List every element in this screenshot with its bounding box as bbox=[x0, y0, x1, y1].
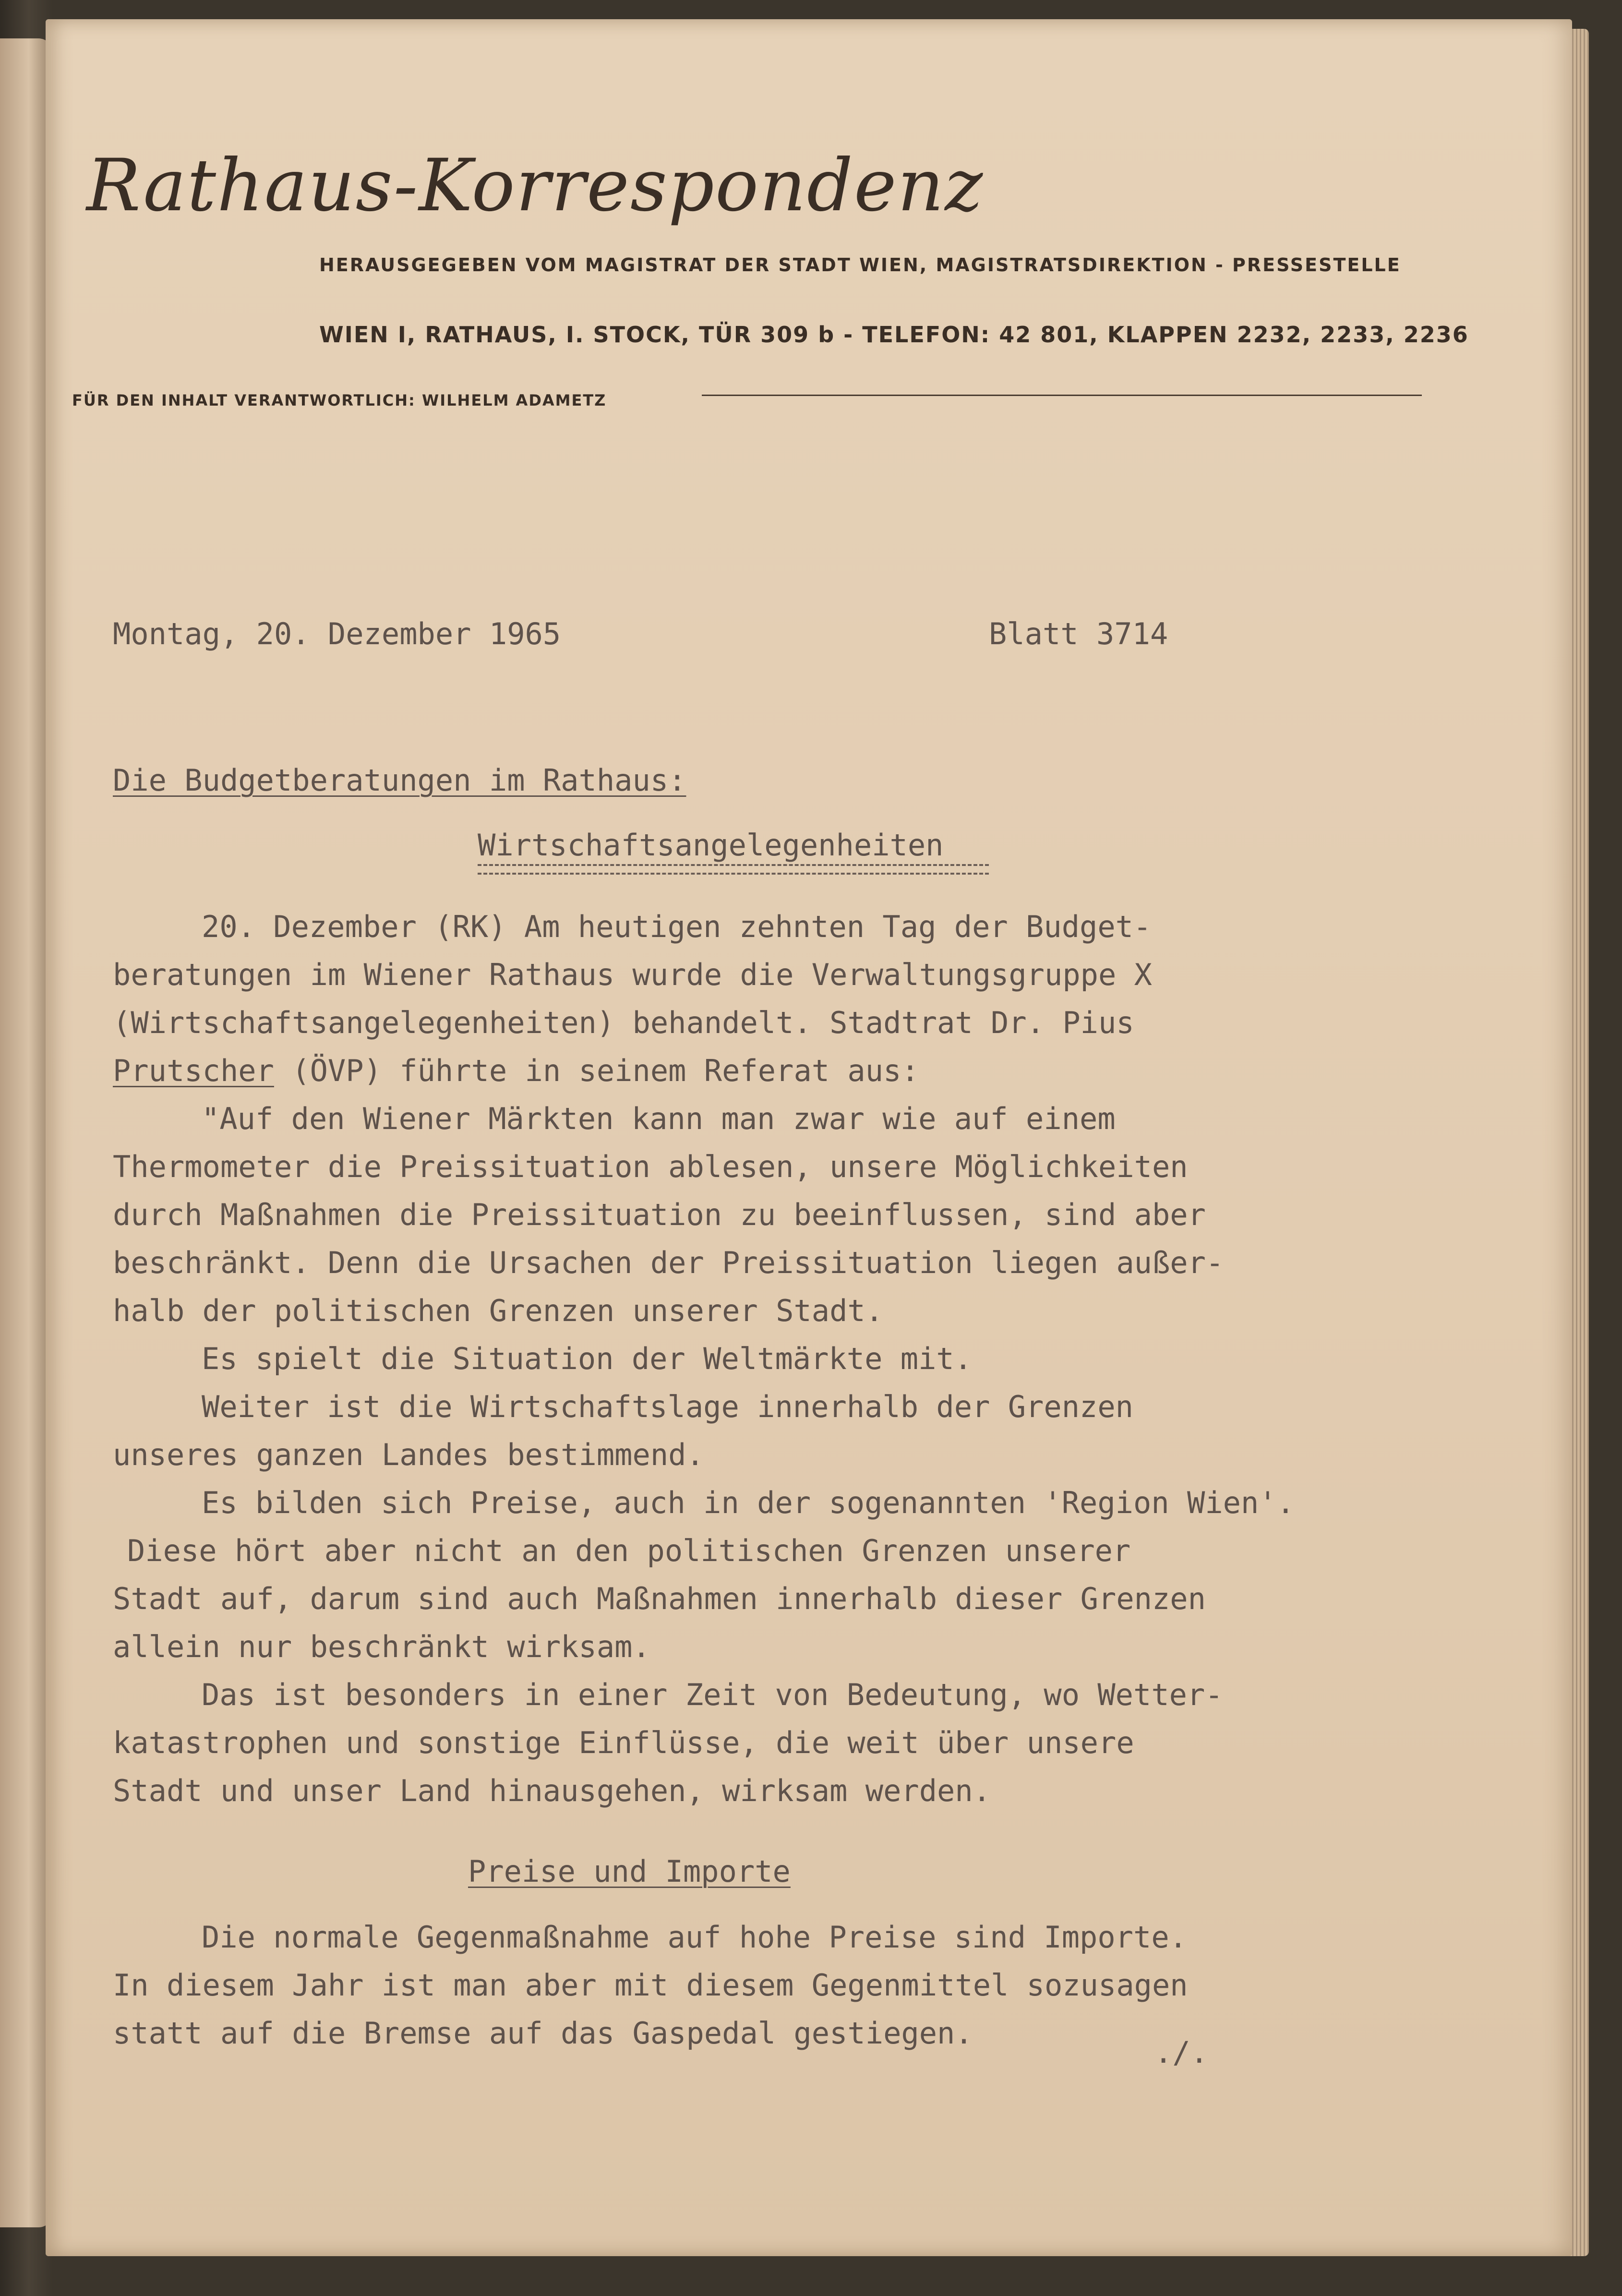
body-line: Es spielt die Situation der Weltmärkte mit. bbox=[202, 1341, 973, 1376]
body-line-rest: (ÖVP) führte in seinem Referat aus: bbox=[274, 1053, 919, 1088]
speaker-name: Prutscher bbox=[113, 1053, 274, 1088]
body-line: statt auf die Bremse auf das Gaspedal gestiegen. bbox=[113, 2016, 973, 2051]
series-heading: Die Budgetberatungen im Rathaus: bbox=[113, 763, 686, 798]
body-line: Stadt auf, darum sind auch Maßnahmen innerhalb dieser Grenzen bbox=[113, 1581, 1206, 1616]
body-line: beschränkt. Denn die Ursachen der Preissituation liegen außer- bbox=[113, 1245, 1224, 1280]
body-line bbox=[113, 1053, 919, 1088]
body-line: Es bilden sich Preise, auch in der sogenannten 'Region Wien'. bbox=[202, 1485, 1295, 1520]
body-line: Diese hört aber nicht an den politischen Grenzen unserer bbox=[127, 1533, 1131, 1568]
body-line: beratungen im Wiener Rathaus wurde die Verwaltungsgruppe X bbox=[113, 957, 1152, 992]
responsible-rule bbox=[702, 395, 1422, 396]
body-line: Weiter ist die Wirtschaftslage innerhalb der Grenzen bbox=[202, 1389, 1134, 1424]
body-line: (Wirtschaftsangelegenheiten) behandelt. Stadtrat Dr. Pius bbox=[113, 1005, 1134, 1040]
responsible-line: FÜR DEN INHALT VERANTWORTLICH: WILHELM ADAMETZ bbox=[72, 391, 607, 409]
body-line: unseres ganzen Landes bestimmend. bbox=[113, 1437, 704, 1472]
body-line: Die normale Gegenmaßnahme auf hohe Preise sind Importe. bbox=[202, 1920, 1187, 1955]
body-line: durch Maßnahmen die Preissituation zu beeinflussen, sind aber bbox=[113, 1197, 1206, 1232]
body-line: halb der politischen Grenzen unserer Stadt. bbox=[113, 1293, 884, 1328]
body-line: 20. Dezember (RK) Am heutigen zehnten Tag der Budget- bbox=[202, 909, 1152, 944]
body-line: Das ist besonders in einer Zeit von Bedeutung, wo Wetter- bbox=[202, 1677, 1223, 1712]
masthead-title: Rathaus-Korrespondenz bbox=[86, 144, 984, 228]
address-line: WIEN I, RATHAUS, I. STOCK, TÜR 309 b - TELEFON: 42 801, KLAPPEN 2232, 2233, 2236 bbox=[319, 322, 1469, 348]
body-line: Stadt und unser Land hinausgehen, wirksam werden. bbox=[113, 1773, 991, 1808]
body-line: "Auf den Wiener Märkten kann man zwar wie auf einem bbox=[202, 1101, 1116, 1136]
continuation-mark: ./. bbox=[1154, 2035, 1208, 2070]
body-line: Thermometer die Preissituation ablesen, unsere Möglichkeiten bbox=[113, 1149, 1188, 1184]
body-line: katastrophen und sonstige Einflüsse, die weit über unsere bbox=[113, 1725, 1134, 1760]
date-line: Montag, 20. Dezember 1965 bbox=[113, 616, 561, 651]
subheading: Preise und Importe bbox=[468, 1854, 791, 1889]
title-double-rule bbox=[478, 864, 989, 875]
body-line: In diesem Jahr ist man aber mit diesem Gegenmittel sozusagen bbox=[113, 1968, 1188, 2003]
body-line: allein nur beschränkt wirksam. bbox=[113, 1629, 650, 1664]
sheet-number: Blatt 3714 bbox=[989, 616, 1168, 651]
publisher-line: HERAUSGEGEBEN VOM MAGISTRAT DER STADT WIEN, MAGISTRATSDIREKTION - PRESSESTELLE bbox=[319, 254, 1401, 276]
previous-page-edge bbox=[0, 38, 53, 2227]
article-title: Wirtschaftsangelegenheiten bbox=[478, 828, 944, 863]
